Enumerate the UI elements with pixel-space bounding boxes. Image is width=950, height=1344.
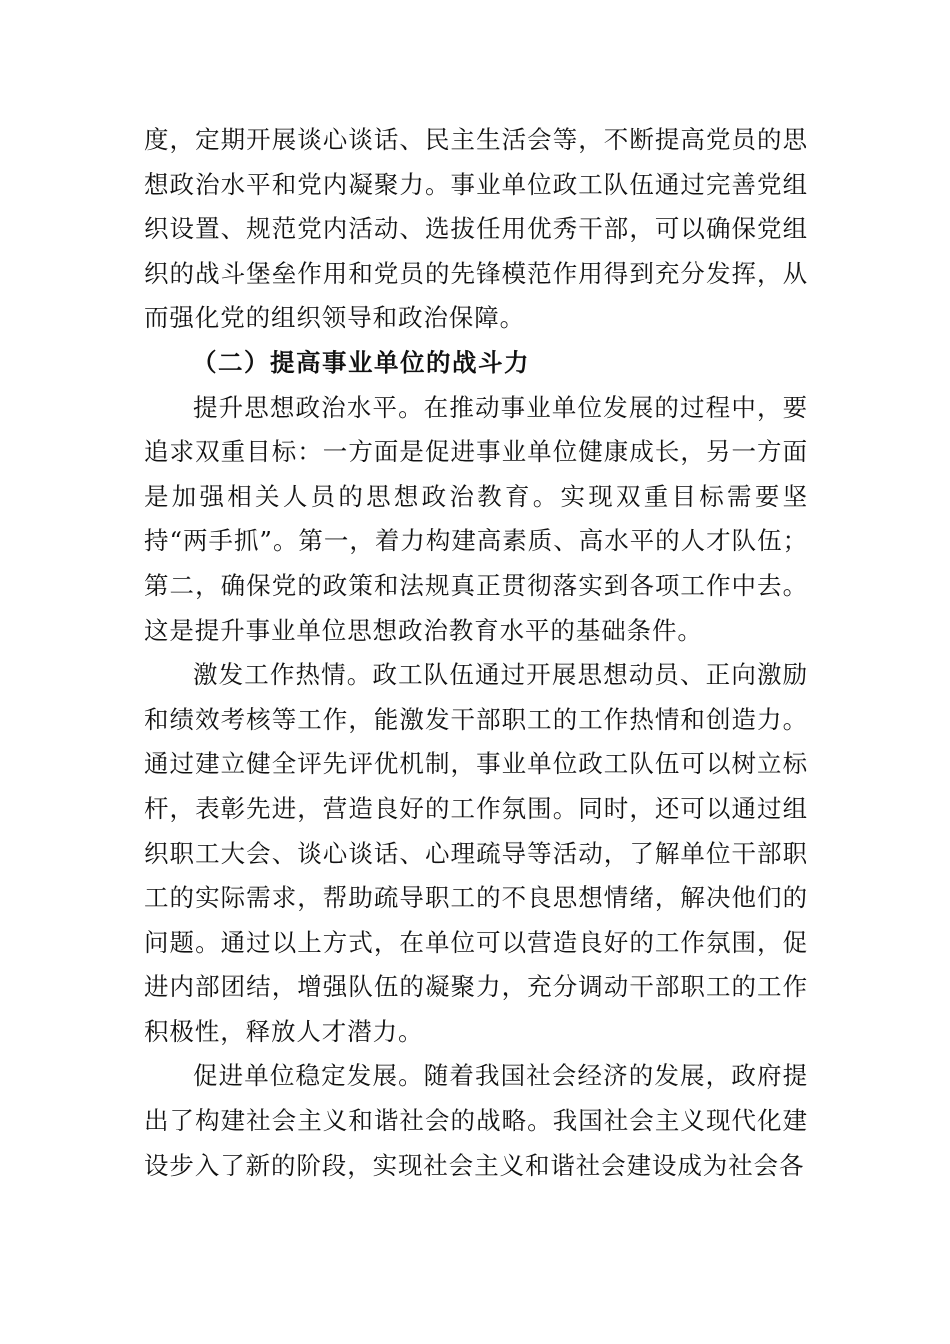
section-heading: （二）提高事业单位的战斗力 [192, 347, 530, 377]
paragraph-enthusiasm: 激发工作热情。政工队伍通过开展思想动员、正向激励和绩效考核等工作，能激发干部职工的工作热情和创造力。通过建立健全评先评优机制，事业单位政工队伍可以树立标杆，表彰先进，营造良好的工作氛围。同时，还可以通过组织职工大会、谈心谈话、心理疏导等活动，了解单位干部职工的实际需求，帮助疏导职工的不良思想情绪，解决他们的问题。通过以上方式，在单位可以营造良好的工作氛围，促进内部团结，增强队伍的凝聚力，充分调动干部职工的工作积极性，释放人才潜力。 [144, 660, 808, 1046]
paragraph-ideology: 提升思想政治水平。在推动事业单位发展的过程中，要追求双重目标：一方面是促进事业单位健康成长，另一方面是加强相关人员的思想政治教育。实现双重目标需要坚持“两手抓”。第一，着力构建高素质、高水平的人才队伍；第二，确保党的政策和法规真正贯彻落实到各项工作中去。这是提升事业单位思想政治教育水平的基础条件。 [144, 392, 808, 645]
paragraph-stability: 促进单位稳定发展。随着我国社会经济的发展，政府提出了构建社会主义和谐社会的战略。我国社会主义现代化建设步入了新的阶段，实现社会主义和谐社会建设成为社会各 [144, 1061, 808, 1180]
document-body [144, 118, 808, 1188]
paragraph-continuation: 度，定期开展谈心谈话、民主生活会等，不断提高党员的思想政治水平和党内凝聚力。事业单位政工队伍通过完善党组织设置、规范党内活动、选拔任用优秀干部，可以确保党组织的战斗堡垒作用和党员的先锋模范作用得到充分发挥，从而强化党的组织领导和政治保障。 [144, 125, 808, 333]
